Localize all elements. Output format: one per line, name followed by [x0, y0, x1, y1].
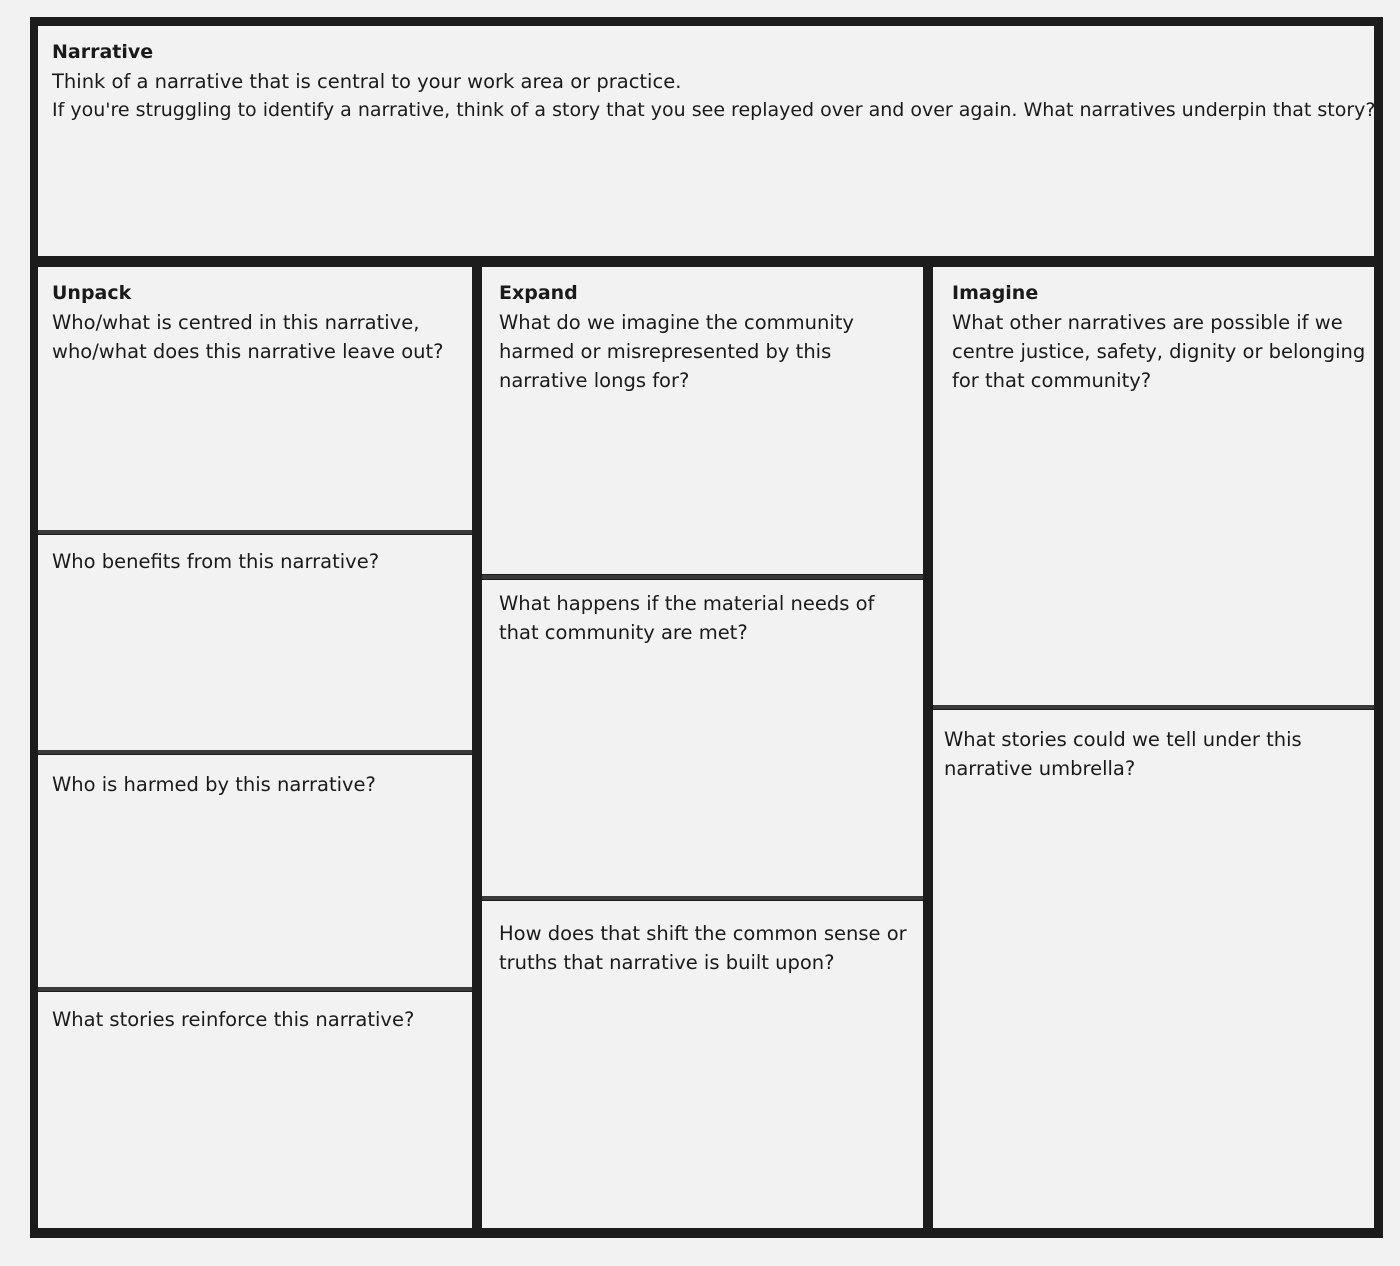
- unpack-prompt: Who/what is centred in this narrative, who/what does this narrative leave out?: [52, 311, 444, 363]
- narrative-hint: If you're struggling to identify a narrative, think of a story that you see replayed over and over again. What narratives underpin that story?: [52, 99, 1376, 121]
- expand-needs-question: What happens if the material needs of that community are met?: [499, 592, 875, 644]
- unpack-benefits-question: Who benefits from this narrative?: [52, 550, 380, 573]
- unpack-section[interactable]: [38, 267, 472, 531]
- expand-prompt: What do we imagine the community harmed or misrepresented by this narrative longs for?: [499, 311, 854, 392]
- expand-section[interactable]: [482, 267, 923, 574]
- expand-title: Expand: [499, 282, 578, 304]
- imagine-section[interactable]: [933, 267, 1374, 705]
- imagine-divider-1: [933, 705, 1374, 709]
- unpack-divider-3: [38, 987, 472, 991]
- expand-divider-1: [482, 575, 923, 579]
- unpack-harmed-question: Who is harmed by this narrative?: [52, 773, 376, 796]
- unpack-divider-1: [38, 530, 472, 534]
- unpack-harmed-box[interactable]: [38, 755, 472, 987]
- unpack-divider-2: [38, 750, 472, 754]
- unpack-stories-question: What stories reinforce this narrative?: [52, 1008, 415, 1031]
- narrative-instruction: Think of a narrative that is central to your work area or practice.: [52, 70, 682, 93]
- narrative-title: Narrative: [52, 41, 154, 63]
- imagine-stories-question: What stories could we tell under this narrative umbrella?: [944, 728, 1302, 780]
- expand-shift-question: How does that shift the common sense or truths that narrative is built upon?: [499, 922, 907, 974]
- expand-needs-box[interactable]: [482, 580, 923, 896]
- narrative-section[interactable]: [38, 26, 1374, 256]
- imagine-prompt: What other narratives are possible if we centre justice, safety, dignity or belonging for that community?: [952, 311, 1366, 392]
- unpack-stories-box[interactable]: [38, 992, 472, 1228]
- unpack-title: Unpack: [52, 282, 132, 304]
- imagine-stories-box[interactable]: [933, 710, 1374, 1228]
- imagine-title: Imagine: [952, 282, 1039, 304]
- unpack-benefits-box[interactable]: [38, 535, 472, 750]
- expand-divider-2: [482, 896, 923, 900]
- expand-shift-box[interactable]: [482, 901, 923, 1228]
